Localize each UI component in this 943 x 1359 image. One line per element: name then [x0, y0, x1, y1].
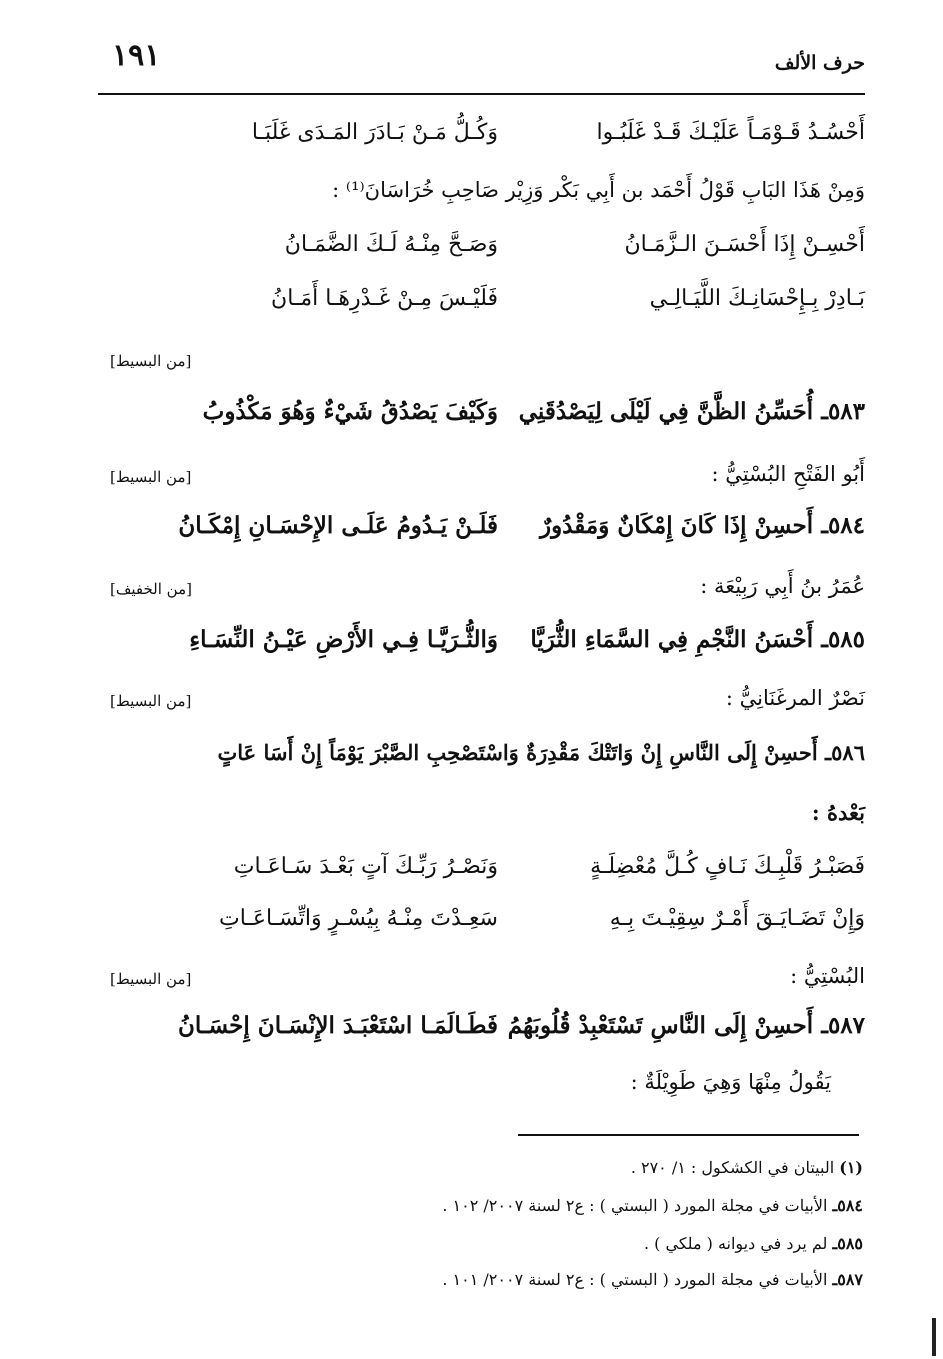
verse-line	[98, 854, 865, 898]
verse-second-hemistich: وَصَـحَّ مِنْـهُ لَـكَ الضَّمَـانُ	[284, 232, 498, 257]
footnote-text: الأبيات في مجلة المورد ( البستي ) : ع٢ لسنة ٢٠٠٧/ ١٠١ .	[442, 1270, 828, 1289]
verse-line	[98, 398, 865, 442]
verse-first-hemistich: بَـادِرْ بِـإِحْسَانِـكَ اللَّيَـالِـي	[649, 286, 865, 311]
chapter-title: حرف الألف	[774, 52, 865, 74]
continuation-label: يَقُولُ مِنْهَا وَهِيَ طَوِيْلَةٌ :	[630, 1070, 831, 1094]
meter-label: [من البسيط]	[110, 692, 192, 710]
verse-line	[98, 120, 865, 164]
footnote-text: لم يرد في ديوانه ( ملكي ) .	[643, 1234, 828, 1253]
verse-second-hemistich: فَلَيْـسَ مِـنْ غَـدْرِهَـا أَمَـانُ	[271, 286, 498, 311]
meter-label: [من البسيط]	[110, 468, 192, 486]
verse-first-hemistich	[465, 626, 865, 653]
continuation-label: بَعْدهُ :	[811, 800, 865, 825]
verse-line	[98, 232, 865, 276]
verse-first-hemistich	[465, 1012, 865, 1039]
verse-second-hemistich: وَكُـلُّ مَـنْ بَـادَرَ المَـدَى غَلَبَـا	[251, 120, 498, 145]
verse-first-hemistich: وَإِنْ تَضَـايَـقَ أَمْـرٌ سِقِيْـتَ بِـهِ	[609, 906, 865, 931]
verse-text: أُحَسِّنُ الظَّنَّ فِي لَيْلَى لِيَصْدُقَنِي	[518, 398, 814, 425]
poet-name: أَبُو الفَتْحِ البُسْتِيُّ :	[711, 462, 865, 486]
meter-label: [من البسيط]	[110, 970, 192, 988]
verse-number: ٥٨٣ـ	[821, 398, 865, 425]
verse-second-hemistich: وَنَصْـرُ رَبِّـكَ آتٍ بَعْـدَ سَـاعَـاتِ	[233, 854, 498, 879]
verse-text: أَحسِنْ إِلَى النَّاسِ تَسْتَعْبِدْ قُلُوبَهُمُ	[507, 1012, 814, 1039]
verse-second-hemistich: فَطَـالَمَـا اسْتَعْبَـدَ الإِنْسَـانَ إِحْسَـانُ	[178, 1012, 498, 1039]
verse-second-hemistich: فَلَـنْ يَـدُومُ عَلَـى الإِحْسَـانِ إِمْكَـانُ	[178, 512, 498, 539]
poet-name: البُسْتِيُّ :	[790, 964, 865, 988]
poet-name: عُمَرُ بنُ أَبِي رَبِيْعَة :	[700, 574, 865, 598]
verse-line	[98, 512, 865, 556]
footnote	[200, 1158, 863, 1177]
verse-number: ٥٨٥ـ	[821, 626, 865, 653]
verse-line	[98, 286, 865, 330]
footnote	[200, 1270, 863, 1289]
verse-first-hemistich: فَصَبْـرُ قَلْبِـكَ نَـافٍ كُـلَّ مُعْضِلَـةٍ	[590, 854, 865, 879]
verse-first-hemistich: أَحْسِـنْ إِذَا أَحْسَـنَ الـزَّمَـانُ	[624, 232, 865, 257]
footnote-label: (١)	[839, 1158, 863, 1177]
footnote-divider	[518, 1134, 859, 1136]
verse-line	[98, 1012, 865, 1056]
header-divider	[98, 93, 865, 95]
verse-first-hemistich	[465, 512, 865, 539]
intro-paragraph: وَمِنْ هَذَا البَابِ قَوْلُ أَحْمَد بن أَبِي بَكْر وَزِيْر صَاحِبِ خُرَاسَانَ⁽¹⁾ :	[332, 178, 865, 202]
footnote-label: ٥٨٥ـ	[832, 1234, 863, 1253]
poet-name: نَصْرٌ المرغَنَانِيُّ :	[725, 686, 865, 710]
verse-number: ٥٨٤ـ	[821, 512, 865, 539]
verse-second-hemistich: وَكَيْفَ يَصْدُقُ شَيْءٌ وَهُوَ مَكْذُوبُ	[202, 398, 498, 425]
footnote-text: البيتان في الكشكول : ١/ ٢٧٠ .	[630, 1158, 835, 1177]
verse-first-hemistich: أَحْسُـدُ قَـوْمَـاً عَلَيْـكَ قَـدْ غَلَبُـوا	[596, 120, 865, 145]
meter-label: [من الخفيف]	[110, 580, 192, 598]
verse-number: ٥٨٧ـ	[821, 1012, 865, 1039]
verse-second-hemistich: سَعِـدْتَ مِنْـهُ بِيُسْـرٍ وَاتِّسَـاعَـاتِ	[219, 906, 498, 931]
verse-second-hemistich: وَالثُّـرَيَّـا فِـي الأَرْضِ عَيْـنُ النِّسَـاءِ	[189, 626, 498, 653]
verse-line-long: ٥٨٦ـ أَحسِنْ إِلَى النَّاسِ إِنْ وَاتَتْكَ مَقْدِرَةٌ وَاسْتَصْحِبِ الصَّبْرَ يَوْمَاً إِنْ أَسَا عَاتٍ	[217, 740, 865, 765]
verse-text: أَحْسَنُ النَّجْمِ فِي السَّمَاءِ الثُّرَيَّا	[530, 626, 814, 653]
page-number: ١٩١	[112, 38, 161, 73]
footnote-text: الأبيات في مجلة المورد ( البستي ) : ع٢ لسنة ٢٠٠٧/ ١٠٢ .	[442, 1196, 828, 1215]
page-edge-mark	[932, 1318, 936, 1356]
footnote	[200, 1234, 863, 1253]
footnote-label: ٥٨٤ـ	[832, 1196, 863, 1215]
verse-line	[98, 906, 865, 950]
verse-first-hemistich	[465, 398, 865, 425]
footnote-label: ٥٨٧ـ	[832, 1270, 863, 1289]
footnote	[200, 1196, 863, 1215]
meter-label: [من البسيط]	[110, 352, 192, 370]
verse-line	[98, 626, 865, 670]
verse-text: أَحسِنْ إِذَا كَانَ إِمْكَانٌ وَمَقْدُورٌ	[539, 512, 814, 539]
